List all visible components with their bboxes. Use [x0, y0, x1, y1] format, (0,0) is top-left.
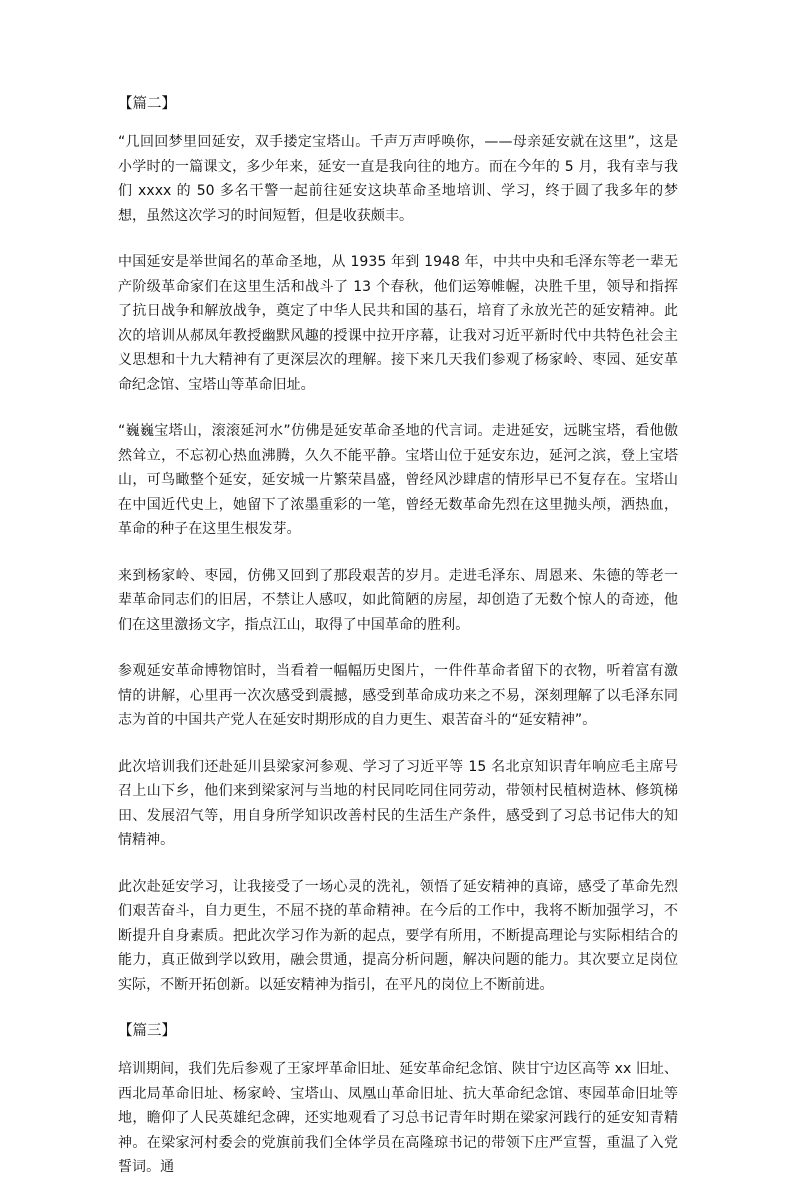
paragraph: 参观延安革命博物馆时，当看着一幅幅历史图片，一件件革命者留下的衣物，听着富有激情的讲解，心里再一次次感受到震撼，感受到革命成功来之不易，深刻理解了以毛泽东同志为首的中国共产党人在延安时期形成的自力更生、艰苦奋斗的“延安精神”。 — [118, 663, 678, 728]
paragraph: “几回回梦里回延安，双手搂定宝塔山。千声万声呼唤你，——母亲延安就在这里”，这是小学时的一篇课文，多少年来，延安一直是我向往的地方。而在今年的 5 月，我有幸与我们 xxxx 的 50 多名干警一起前往延安这块革命圣地培训、学习，终于圆了我多年的梦想，虽然这次学习的时间短暂，但是收获颇丰。 — [118, 134, 678, 224]
paragraph: 培训期间，我们先后参观了王家坪革命旧址、延安革命纪念馆、陕甘宁边区高等 xx 旧址、西北局革命旧址、杨家岭、宝塔山、凤凰山革命旧址、抗大革命纪念馆、枣园革命旧址等地，瞻仰了人民英雄纪念碑，还实地观看了习总书记青年时期在梁家河践行的延安知青精神。在梁家河村委会的党旗前我们全体学员在高隆琼书记的带领下庄严宣誓，重温了入党誓词。通 — [118, 1061, 678, 1175]
section-heading: 【篇三】 — [118, 1023, 176, 1039]
paragraph: 来到杨家岭、枣园，仿佛又回到了那段艰苦的岁月。走进毛泽东、周恩来、朱德的等老一辈革命同志们的旧居，不禁让人感叹，如此简陋的房屋，却创造了无数个惊人的奇迹，他们在这里激扬文字，指点江山，取得了中国革命的胜利。 — [118, 567, 678, 633]
document-page — [118, 92, 678, 1180]
section-2 — [118, 92, 678, 1019]
paragraph: “巍巍宝塔山，滚滚延河水”仿佛是延安革命圣地的代言词。走进延安，远眺宝塔，看他傲然耸立，不忘初心热血沸腾，久久不能平静。宝塔山位于延安东边，延河之滨，登上宝塔山，可鸟瞰整个延安，延安城一片繁荣昌盛，曾经风沙肆虐的情形早已不复存在。宝塔山在中国近代史上，她留下了浓墨重彩的一笔，曾经无数革命先烈在这里抛头颅，洒热血，革命的种子在这里生根发芽。 — [118, 423, 678, 537]
paragraph: 此次培训我们还赴延川县梁家河参观、学习了习近平等 15 名北京知识青年响应毛主席号召上山下乡，他们来到梁家河与当地的村民同吃同住同劳动，带领村民植树造林、修筑梯田、发展沼气等，用自身所学知识改善村民的生活生产条件，感受到了习总书记伟大的知情精神。 — [118, 758, 678, 848]
paragraph: 此次赴延安学习，让我接受了一场心灵的洗礼，领悟了延安精神的真谛，感受了革命先烈们艰苦奋斗，自力更生，不屈不挠的革命精神。在今后的工作中，我将不断加强学习，不断提升自身素质。把此次学习作为新的起点，要学有所用，不断提高理论与实际相结合的能力，真正做到学以致用，融会贯通，提高分析问题，解决问题的能力。其次要立足岗位实际，不断开拓创新。以延安精神为指引，在平凡的岗位上不断前进。 — [118, 878, 678, 993]
section-heading: 【篇二】 — [118, 96, 176, 112]
paragraph: 中国延安是举世闻名的革命圣地，从 1935 年到 1948 年，中共中央和毛泽东等老一辈无产阶级革命家们在这里生活和战斗了 13 个春秋，他们运筹帷幄，决胜千里，领导和指挥了抗日战争和解放战争，奠定了中华人民共和国的基石，培育了永放光芒的延安精神。此次的培训从郝凤年教授幽默风趣的授课中拉开序幕，让我对习近平新时代中共特色社会主义思想和十九大精神有了更深层次的理解。接下来几天我们参观了杨家岭、枣园、延安革命纪念馆、宝塔山等革命旧址。 — [118, 254, 678, 393]
section-3 — [118, 1019, 678, 1180]
